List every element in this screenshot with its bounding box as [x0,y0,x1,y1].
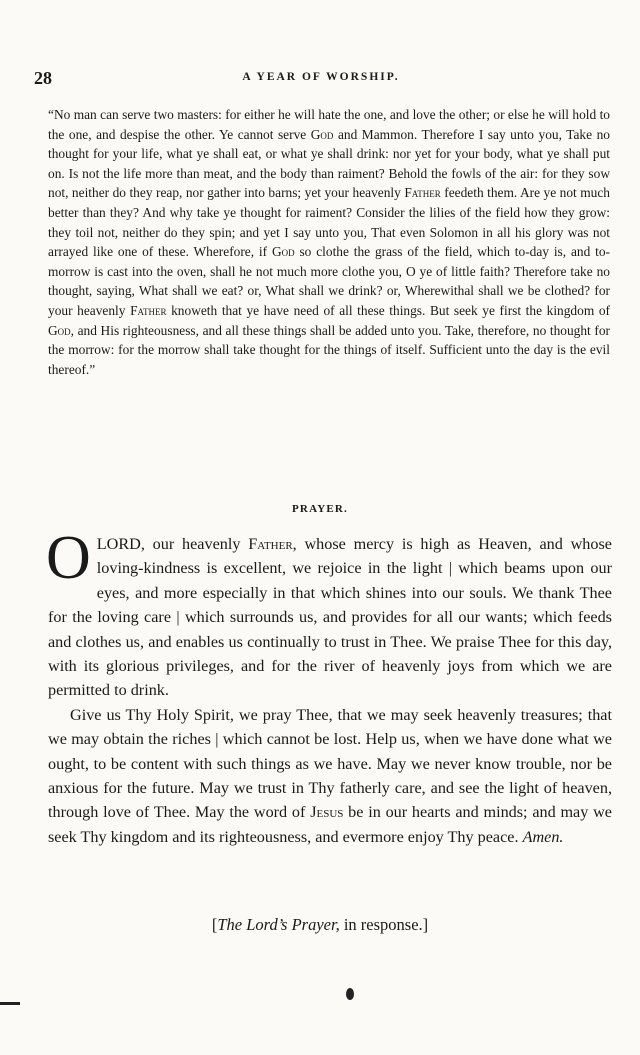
scripture-text: and Mammon. Therefore I say unto you, Take no thought for your life, what ye shall eat, or what ye shall drink: nor yet for your body, what ye shall put on. Is not the life more than meat, and the body than raiment? Behold the fowls of the air: for they sow not, neither do they reap, nor gather into barns; yet your heavenly [48,126,610,201]
small-caps-word: Father [404,185,441,201]
rubric-text: in response.] [339,915,429,934]
prayer-paragraph-1 [46,524,612,703]
amen: Amen. [522,827,564,846]
small-caps-word: God [48,322,71,338]
drop-cap: O [46,524,91,592]
prayer-text-segment: be in our hearts and minds; and may we seek Thy kingdom and its righteousness, and evermore enjoy Thy peace. [48,803,612,846]
scripture-text: so clothe the grass of the field, which to-day is, and to-morrow is cast into the oven, shall he not much more clothe you, O ye of little faith? Therefore take no thought, saying, What shall we eat? or, What shall we drink? or, Wherewithal shall we be clothed? for your heavenly [48,244,610,318]
rubric-title: The Lord’s Prayer, [217,915,340,934]
scripture-paragraph [48,105,610,379]
running-title: A YEAR OF WORSHIP. [242,71,400,83]
prayer-text-segment: , whose mercy is high as Heaven, and whose loving-kindness is excellent, we rejoice in the light | which beams upon our eyes, and more especially in that which shines into our souls. We thank Thee for the loving care | which surrounds us, and provides for all our wants; which feeds and clothes us, and enables us continually to trust in Thee. We praise Thee for this day, with its glorious privileges, and for the river of heavenly joys from which we are permitted to drink. [48,535,612,700]
small-caps-word: God [271,244,295,260]
scripture-text: feedeth them. Are ye not much better than they? And why take ye thought for raiment? Consider the lilies of the field how they grow: they toil not, neither do they spin; and yet I say unto you, That even Solomon in all his glory was not arrayed like one of these. Wherefore, if [48,185,610,260]
prayer-paragraph-2 [48,703,612,849]
small-caps-word: God [310,126,334,142]
prayer-text [46,524,612,849]
page-number: 28 [34,68,52,88]
prayer-text-segment: Give us Thy Holy Spirit, we pray Thee, that we may seek heavenly treasures; that we may obtain the riches | which cannot be lost. Help us, when we have done what we ought, to be content with such things as we have. May we never know trouble, nor be anxious for the future. May we trust in Thy fatherly care, and see the light of heaven, through love of Thee. May the word of [48,705,612,822]
scripture-text: “No man can serve two masters: for either he will hate the one, and love the other; or else he will hold to the one, and despise the other. Ye cannot serve [48,107,610,142]
small-caps-word: Father [130,302,167,318]
page-header [34,68,608,90]
prayer-heading: PRAYER. [292,503,348,515]
small-caps-word: Jesus [310,803,344,822]
ink-blot [346,988,354,1000]
bracket: [ [211,915,218,934]
scripture-text: , and His righteousness, and all these things shall be added unto you. Take, therefore, no thought for the morrow: for the morrow shall take thought for the things of itself. Sufficient unto the day is the evil thereof.” [48,322,610,377]
response-rubric [0,915,640,935]
scripture-passage [48,105,610,379]
small-caps-word: Father [248,535,293,553]
prayer-text-segment: LORD, our heavenly [96,535,249,553]
scripture-text: knoweth that ye have need of all these things. But seek ye first the kingdom of [166,302,610,318]
print-mark [0,1002,20,1005]
